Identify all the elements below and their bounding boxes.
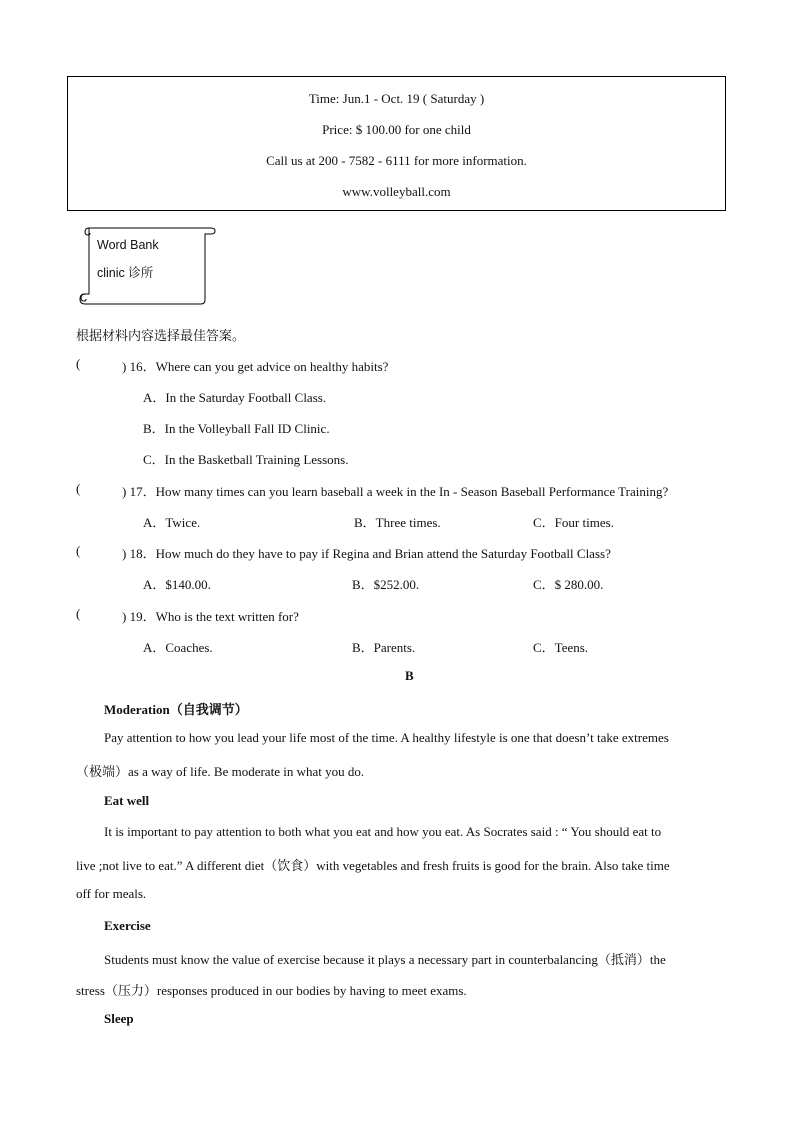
question-18-text: ) 18．How much do they have to pay if Regina and Brian attend the Saturday Football Class? bbox=[122, 546, 611, 561]
moderation-paragraph-line-1: Pay attention to how you lead your life most of the time. A healthy lifestyle is one that doesn’t take extremes bbox=[104, 730, 669, 745]
exercise-heading: Exercise bbox=[104, 918, 151, 933]
question-19-option-b[interactable]: B．Parents. bbox=[352, 640, 416, 655]
question-19-option-a[interactable]: A．Coaches. bbox=[143, 640, 213, 655]
question-17-paren: ( bbox=[76, 481, 81, 496]
question-17-option-a[interactable]: A．Twice. bbox=[143, 515, 201, 530]
question-16-paren: ( bbox=[76, 356, 81, 371]
ad-info-box bbox=[67, 76, 726, 211]
word-bank-title: Word Bank bbox=[97, 238, 159, 252]
question-18-option-c[interactable]: C．$ 280.00. bbox=[533, 577, 604, 592]
ad-website: www.volleyball.com bbox=[342, 184, 451, 199]
question-18-paren: ( bbox=[76, 543, 81, 558]
question-19-text: ) 19．Who is the text written for? bbox=[122, 609, 299, 624]
question-18-option-b[interactable]: B．$252.00. bbox=[352, 577, 420, 592]
question-18-option-a[interactable]: A．$140.00. bbox=[143, 577, 211, 592]
exercise-paragraph-line-1: Students must know the value of exercise because it plays a necessary part in counterbalancing（抵消）the bbox=[104, 952, 666, 967]
word-bank-scroll bbox=[77, 222, 217, 306]
exercise-paragraph-line-2: stress（压力）responses produced in our bodies by having to meet exams. bbox=[76, 983, 467, 998]
moderation-heading: Moderation（自我调节） bbox=[104, 702, 248, 717]
instruction-text: 根据材料内容选择最佳答案。 bbox=[76, 328, 246, 343]
question-16-text: ) 16．Where can you get advice on healthy habits? bbox=[122, 359, 389, 374]
question-16-option-b[interactable]: B．In the Volleyball Fall ID Clinic. bbox=[143, 421, 330, 436]
eat-well-paragraph-line-3: off for meals. bbox=[76, 886, 147, 901]
question-17-text: ) 17．How many times can you learn baseball a week in the In - Season Baseball Performance Training? bbox=[122, 484, 669, 499]
section-b-label: B bbox=[405, 668, 414, 683]
eat-well-paragraph-line-1: It is important to pay attention to both what you eat and how you eat. As Socrates said : “ You should eat to bbox=[104, 824, 662, 839]
ad-time: Time: Jun.1 - Oct. 19 ( Saturday ) bbox=[308, 91, 485, 106]
eat-well-paragraph-line-2: live ;not live to eat.” A different diet（饮食）with vegetables and fresh fruits is good for the brain. Also take time bbox=[76, 858, 670, 873]
ad-price: Price: $ 100.00 for one child bbox=[322, 122, 471, 137]
question-19-paren: ( bbox=[76, 606, 81, 621]
ad-call: Call us at 200 - 7582 - 6111 for more information. bbox=[266, 153, 527, 168]
moderation-paragraph-line-2: （极端）as a way of life. Be moderate in what you do. bbox=[76, 764, 365, 779]
question-17-option-c[interactable]: C．Four times. bbox=[533, 515, 614, 530]
word-bank-entry: clinic 诊所 bbox=[97, 266, 154, 280]
question-17-option-b[interactable]: B．Three times. bbox=[354, 515, 441, 530]
question-16-option-c[interactable]: C．In the Basketball Training Lessons. bbox=[143, 452, 349, 467]
eat-well-heading: Eat well bbox=[104, 793, 150, 808]
question-19-option-c[interactable]: C．Teens. bbox=[533, 640, 589, 655]
question-16-option-a[interactable]: A．In the Saturday Football Class. bbox=[143, 390, 327, 405]
sleep-heading: Sleep bbox=[104, 1011, 134, 1026]
